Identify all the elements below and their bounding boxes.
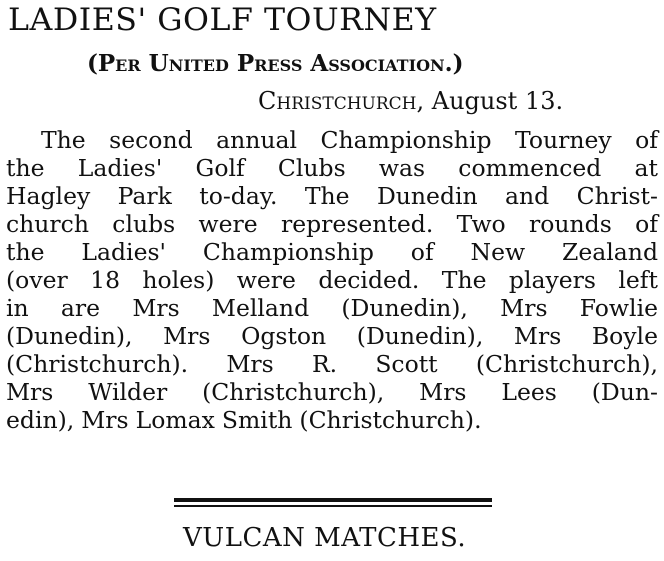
body-word: Mrs	[81, 406, 129, 434]
article-byline: (Per United Press Association.)	[87, 50, 464, 77]
body-word: (Christchurch),	[202, 378, 385, 406]
body-word: represented.	[281, 210, 434, 238]
body-word: annual	[216, 126, 298, 154]
body-word: Championship	[320, 126, 492, 154]
body-word: at	[634, 154, 658, 182]
body-word: edin),	[6, 406, 75, 434]
body-word: and	[505, 182, 550, 210]
body-word: Wilder	[88, 378, 168, 406]
body-word: the	[6, 238, 45, 266]
dateline-date: August 13.	[431, 87, 564, 115]
article-headline: LADIES' GOLF TOURNEY	[8, 2, 437, 38]
body-word: of	[635, 126, 658, 154]
body-word: Two	[456, 210, 506, 238]
body-word: Hagley	[6, 182, 91, 210]
body-word: Christ-	[576, 182, 658, 210]
body-word: left	[618, 266, 658, 294]
body-word: Ogston	[241, 322, 327, 350]
body-word: were	[198, 210, 258, 238]
body-word: in	[6, 294, 29, 322]
article-dateline	[258, 86, 563, 116]
body-word: (Dunedin),	[341, 294, 468, 322]
body-word: Mrs	[500, 294, 548, 322]
body-word: to-day.	[199, 182, 278, 210]
body-word: clubs	[112, 210, 176, 238]
body-word: Lomax	[135, 406, 215, 434]
body-word: The	[41, 126, 86, 154]
body-word: decided.	[318, 266, 420, 294]
body-word: rounds	[529, 210, 612, 238]
article-body	[6, 126, 658, 434]
body-line	[6, 126, 658, 154]
body-word: Park	[117, 182, 172, 210]
body-word: Fowlie	[579, 294, 658, 322]
body-word: R.	[311, 350, 338, 378]
body-word: players	[508, 266, 596, 294]
body-word: second	[109, 126, 193, 154]
body-word: Mrs	[6, 378, 54, 406]
body-word: were	[236, 266, 296, 294]
body-word: Mrs	[163, 322, 211, 350]
body-line	[6, 238, 658, 266]
body-line	[6, 210, 658, 238]
body-word: Golf	[195, 154, 245, 182]
body-word: (Dunedin),	[6, 322, 133, 350]
body-word: 18	[90, 266, 121, 294]
body-line	[6, 378, 658, 406]
next-section-headline: VULCAN MATCHES.	[183, 523, 467, 553]
body-word: (Dun-	[591, 378, 658, 406]
body-word: was	[378, 154, 426, 182]
body-word: Boyle	[591, 322, 658, 350]
body-word: The	[304, 182, 350, 210]
body-word: holes)	[142, 266, 215, 294]
body-word: of	[635, 210, 658, 238]
body-word: Ladies'	[81, 238, 166, 266]
body-word: Smith	[221, 406, 293, 434]
body-word: (Dunedin),	[356, 322, 484, 350]
dateline-place: Christchurch,	[258, 87, 425, 115]
body-word: Scott	[375, 350, 438, 378]
body-word: are	[60, 294, 101, 322]
body-word: Zealand	[562, 238, 658, 266]
body-word: The	[441, 266, 487, 294]
body-word: the	[6, 154, 45, 182]
divider-thin-rule	[174, 505, 492, 507]
body-word: Clubs	[277, 154, 346, 182]
body-word: Mrs	[226, 350, 274, 378]
body-line	[6, 350, 658, 378]
body-line	[6, 406, 658, 434]
body-line	[6, 182, 658, 210]
section-divider	[174, 498, 492, 507]
body-word: Mrs	[132, 294, 180, 322]
body-word: Melland	[211, 294, 310, 322]
body-word: Dunedin	[376, 182, 478, 210]
body-line	[6, 266, 658, 294]
body-line	[6, 154, 658, 182]
body-line	[6, 294, 658, 322]
body-word: commenced	[458, 154, 602, 182]
body-word: New	[470, 238, 526, 266]
body-word: (over	[6, 266, 68, 294]
body-word: (Christchurch).	[6, 350, 189, 378]
body-word: church	[6, 210, 89, 238]
body-word: Mrs	[419, 378, 467, 406]
body-word: Mrs	[513, 322, 562, 350]
body-line	[6, 322, 658, 350]
body-word: (Christchurch).	[299, 406, 482, 434]
divider-thick-rule	[174, 498, 492, 502]
body-word: Tourney	[514, 126, 612, 154]
body-word: Lees	[501, 378, 557, 406]
body-word: Championship	[202, 238, 374, 266]
body-word: Ladies'	[77, 154, 163, 182]
body-word: of	[410, 238, 434, 266]
body-word: (Christchurch),	[475, 350, 658, 378]
